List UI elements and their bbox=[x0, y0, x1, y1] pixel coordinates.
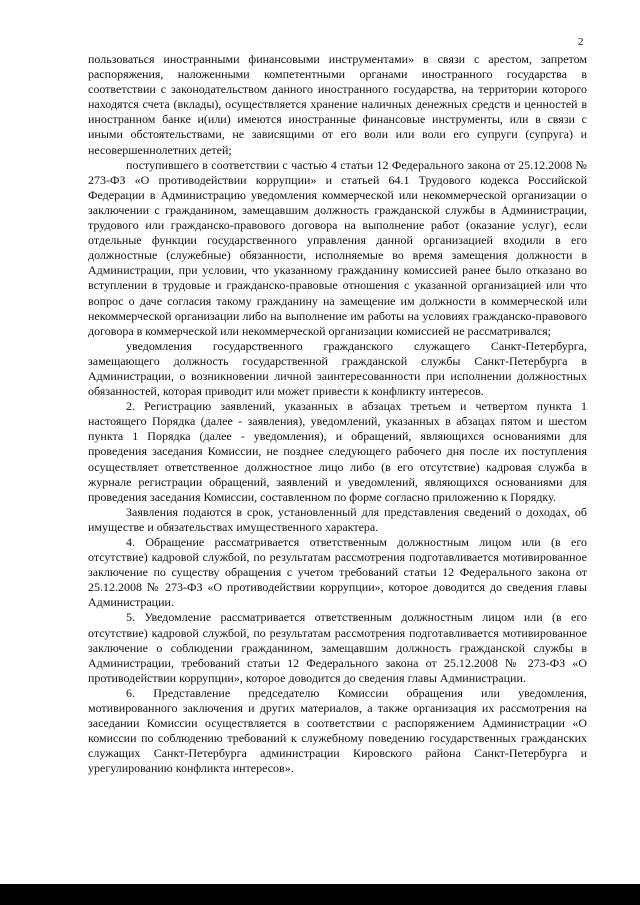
paragraph-8: 6. Представление председателю Комиссии обращения или уведомления, мотивированного заключения и других материалов, а также организация их рассмотрения на заседании Комиссии осуществляется в соответствии с распоряжением Администрации «О комиссии по соблюдению требований к служебному поведению государственных гражданских служащих Санкт-Петербурга администрации Кировского района Санкт-Петербурга и урегулированию конфликта интересов». bbox=[88, 685, 587, 776]
paragraph-4: 2. Регистрацию заявлений, указанных в абзацах третьем и четвертом пункта 1 настоящего Порядка (далее - заявления), уведомлений, указанных в абзацах пятом и шестом пункта 1 Порядка (далее - уведомления), и обращений, являющихся основаниями для проведения заседания Комиссии, не позднее следующего рабочего дня после их поступления осуществляет ответственное должностное лицо либо (в его отсутствие) кадровая служба в журнале регистрации обращений, заявлений и уведомлений, являющихся основаниями для проведения заседания Комиссии, составленном по форме согласно приложению к Порядку. bbox=[88, 399, 587, 504]
paragraph-1: пользоваться иностранными финансовыми инструментами» в связи с арестом, запретом распоряжения, наложенными компетентными органами иностранного государства в соответствии с законодательством данного иностранного государства, на территории которого находятся счета (вклады), осуществляется хранение наличных денежных средств и ценностей в иностранном банке и(или) имеются иностранные финансовые инструменты, или в связи с иными обстоятельствами, не зависящими от его воли или воли его супруги (супруга) и несовершеннолетних детей; bbox=[88, 52, 587, 157]
paragraph-2: поступившего в соответствии с частью 4 статьи 12 Федерального закона от 25.12.2008 № 273-ФЗ «О противодействии коррупции» и статьей 64.1 Трудового кодекса Российской Федерации в Администрацию уведомления коммерческой или некоммерческой организации о заключении с гражданином, замещавшим должность гражданской службы в Администрации, трудового или гражданско-правового договора на выполнение работ (оказание услуг), если отдельные функции государственного управления данной организацией входили в его должностные (служебные) обязанности, исполняемые во время замещения должности в Администрации, при условии, что указанному гражданину комиссией ранее было отказано во вступлении в трудовые и гражданско-правовые отношения с указанной организацией или что вопрос о даче согласия такому гражданину на замещение им должности в коммерческой или некоммерческой организации либо на выполнение им работы на условиях гражданско-правового договора в коммерческой или некоммерческой организации комиссией не рассматривался; bbox=[88, 157, 587, 338]
page-number: 2 bbox=[578, 36, 584, 48]
scan-bottom-border bbox=[0, 884, 640, 905]
document-body bbox=[88, 52, 587, 777]
paragraph-5: Заявления подаются в срок, установленный для представления сведений о доходах, об имуществе и обязательствах имущественного характера. bbox=[88, 504, 587, 534]
paragraph-6: 4. Обращение рассматривается ответственным должностным лицом или (в его отсутствие) кадровой службой, по результатам рассмотрения подготавливается мотивированное заключение по существу обращения с учетом требований статьи 12 Федерального закона от 25.12.2008 № 273-ФЗ «О противодействии коррупции», которое доводится до сведения главы Администрации. bbox=[88, 535, 587, 610]
paragraph-3: уведомления государственного гражданского служащего Санкт-Петербурга, замещающего должность государственной гражданской службы Санкт-Петербурга в Администрации, о возникновении личной заинтересованности при исполнении должностных обязанностей, которая приводит или может привести к конфликту интересов. bbox=[88, 338, 587, 399]
paragraph-7: 5. Уведомление рассматривается ответственным должностным лицом или (в его отсутствие) кадровой службой, по результатам рассмотрения подготавливается мотивированное заключение о соблюдении гражданином, замещавшим должность гражданской службы в Администрации, требований статьи 12 Федерального закона от 25.12.2008 № 273-ФЗ «О противодействии коррупции», которое доводится до сведения главы Администрации. bbox=[88, 610, 587, 685]
